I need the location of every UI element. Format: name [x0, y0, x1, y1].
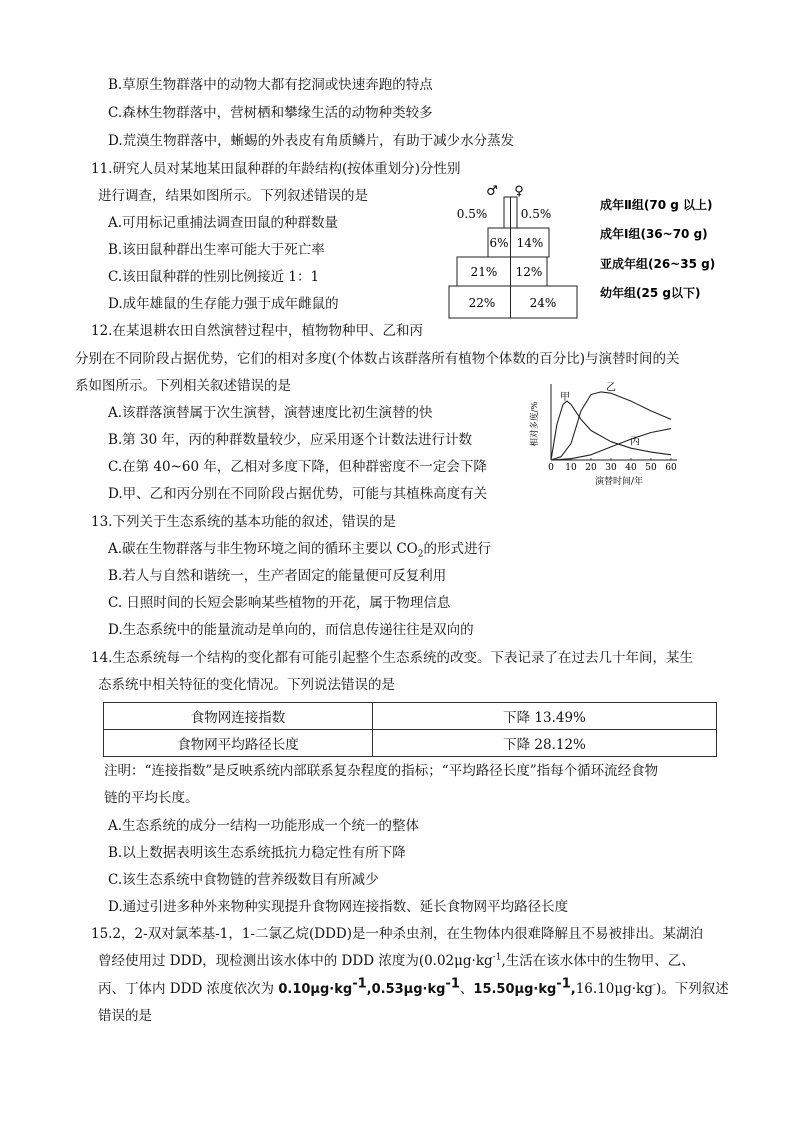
q14-stem: 14.生态系统每一个结构的变化都有可能引起整个生态系统的改变。下表记录了在过去几十年间，某生 [91, 650, 693, 666]
q14-option-d: D.通过引进多种外来物种实现提升食物网连接指数、延长食物网平均路径长度 [108, 899, 569, 915]
q12-stem: 12.在某退耕农田自然演替过程中，植物物种甲、乙和丙 [91, 323, 423, 339]
pyramid-label-adult1-female: 14% [516, 236, 544, 250]
age-pyramid-figure [440, 180, 740, 320]
pyramid-level-label-adult1: 成年Ⅰ组(36~70 g) [600, 227, 708, 241]
pyramid-label-juvenile-male: 22% [468, 296, 496, 310]
pyramid-level-label-juvenile: 幼年组(25 g以下) [600, 286, 701, 300]
q12-stem-2: 分别在不同阶段占据优势，它们的相对多度(个体数占该群落所有植物个体数的百分比)与演替时间的关 [75, 351, 680, 367]
q14-note-1: 注明：“连接指数”是反映系统内部联系复杂程度的指标；“平均路径长度”指每个循环流经食物 [104, 763, 659, 779]
series-label-bing: 丙 [630, 436, 640, 448]
q15-stem: 15.2，2-双对氯苯基-1，1-二氯乙烷(DDD)是一种杀虫剂，在生物体内很难降解且不易被排出。某湖泊 [91, 926, 704, 942]
pyramid-label-adult2-male: 0.5% [456, 207, 488, 221]
q12-option-b: B.第 30 年，丙的种群数量较少，应采用逐个计数法进行计数 [108, 432, 472, 448]
table-row [104, 730, 717, 757]
q10-option-d: D.荒漠生物群落中，蜥蜴的外表皮有角质鳞片，有助于减少水分蒸发 [108, 133, 515, 149]
x-tick-label: 20 [585, 463, 597, 473]
q11-option-c: C.该田鼠种群的性别比例接近 1：1 [108, 269, 320, 285]
table-cell-name: 食物网平均路径长度 [104, 730, 373, 757]
q10-option-b: B.草原生物群落中的动物大都有挖洞或快速奔跑的特点 [108, 77, 433, 93]
q10-option-c: C.森林生物群落中，营树栖和攀缘生活的动物种类较多 [108, 105, 433, 121]
q12-option-a: A.该群落演替属于次生演替，演替速度比初生演替的快 [108, 405, 433, 421]
q14-stem-2: 态系统中相关特征的变化情况。下列说法错误的是 [98, 677, 395, 693]
table-cell-value: 下降 28.12% [373, 730, 717, 757]
q11-option-a: A.可用标记重捕法调查田鼠的种群数量 [108, 215, 339, 231]
q14-option-c: C.该生态系统中食物链的营养级数目有所减少 [108, 872, 379, 888]
q11-stem: 11.研究人员对某地某田鼠种群的年龄结构(按体重划分)分性别 [91, 161, 461, 177]
q13-option-c: C. 日照时间的长短会影响某些植物的开花，属于物理信息 [108, 595, 451, 611]
q12-stem-3: 系如图所示。下列相关叙述错误的是 [75, 378, 291, 394]
q15-stem-4: 错误的是 [98, 1008, 152, 1024]
pyramid-level-label-subadult: 亚成年组(26~35 g) [600, 257, 716, 271]
succession-chart [525, 380, 695, 490]
pyramid-label-juvenile-female: 24% [529, 296, 557, 310]
female-symbol-icon: ♀ [514, 184, 524, 199]
q15-stem-3: 丙、丁体内 DDD 浓度依次为 $0.10\mu g\cdot kg^{-1},0.53\mu g\cdot kg^{-1}$、$15.50\mu g\cdot kg^{-1},16.10\mu g\cdot kg^-$)。下列叙述 [98, 976, 729, 997]
table-cell-name: 食物网连接指数 [104, 703, 373, 730]
x-axis-label: 演替时间/年 [594, 477, 644, 487]
q14-note-2: 链的平均长度。 [104, 790, 199, 806]
male-symbol-icon: ♂ [486, 184, 498, 199]
pyramid-label-adult2-female: 0.5% [520, 207, 552, 221]
q14-option-b: B.以上数据表明该生态系统抵抗力稳定性有所下降 [108, 845, 406, 861]
x-tick-label: 0 [548, 463, 554, 473]
table-row [104, 703, 717, 730]
q13-option-a: A.碳在生物群落与非生物环境之间的循环主要以 $CO_2$的形式进行 [108, 541, 491, 560]
q13-stem: 13.下列关于生态系统的基本功能的叙述，错误的是 [91, 514, 396, 530]
x-tick-label: 50 [645, 463, 657, 473]
q15-stem-2: 曾经使用过 DDD，现检测出该水体中的 DDD 浓度为($0.02\mu g\cdot kg^{-1}$,生活在该水体中的生物甲、乙、 [98, 952, 695, 969]
x-tick-label: 60 [665, 463, 677, 473]
q14-option-a: A.生态系统的成分一结构一功能形成一个统一的整体 [108, 818, 420, 834]
series-label-jia: 甲 [560, 391, 570, 403]
x-tick-label: 40 [625, 463, 637, 473]
x-tick-label: 10 [565, 463, 577, 473]
q12-option-c: C.在第 40~60 年，乙相对多度下降，但种群密度不一定会下降 [108, 459, 487, 475]
q13-option-b: B.若人与自然和谐统一，生产者固定的能量便可反复利用 [108, 568, 447, 584]
q14-table [103, 702, 717, 757]
pyramid-level-label-adult2: 成年Ⅱ组(70 g 以上) [600, 198, 713, 212]
series-line-jia [551, 401, 671, 460]
q11-option-d: D.成年雄鼠的生存能力强于成年雌鼠的 [108, 296, 339, 312]
series-line-bing [551, 429, 671, 460]
q11-stem-2: 进行调查，结果如图所示。下列叙述错误的是 [98, 188, 368, 204]
q11-option-b: B.该田鼠种群出生率可能大于死亡率 [108, 242, 325, 258]
x-tick-label: 30 [605, 463, 617, 473]
pyramid-label-subadult-female: 12% [515, 265, 543, 279]
pyramid-label-adult1-male: 6% [489, 236, 509, 250]
q13-option-d: D.生态系统中的能量流动是单向的，而信息传递往往是双向的 [108, 622, 474, 638]
y-axis-label: 相对多度/% [530, 401, 540, 447]
q12-option-d: D.甲、乙和丙分别在不同阶段占据优势，可能与其植株高度有关 [108, 486, 488, 502]
series-label-yi: 乙 [606, 382, 616, 394]
pyramid-label-subadult-male: 21% [470, 265, 498, 279]
table-cell-value: 下降 13.49% [373, 703, 717, 730]
